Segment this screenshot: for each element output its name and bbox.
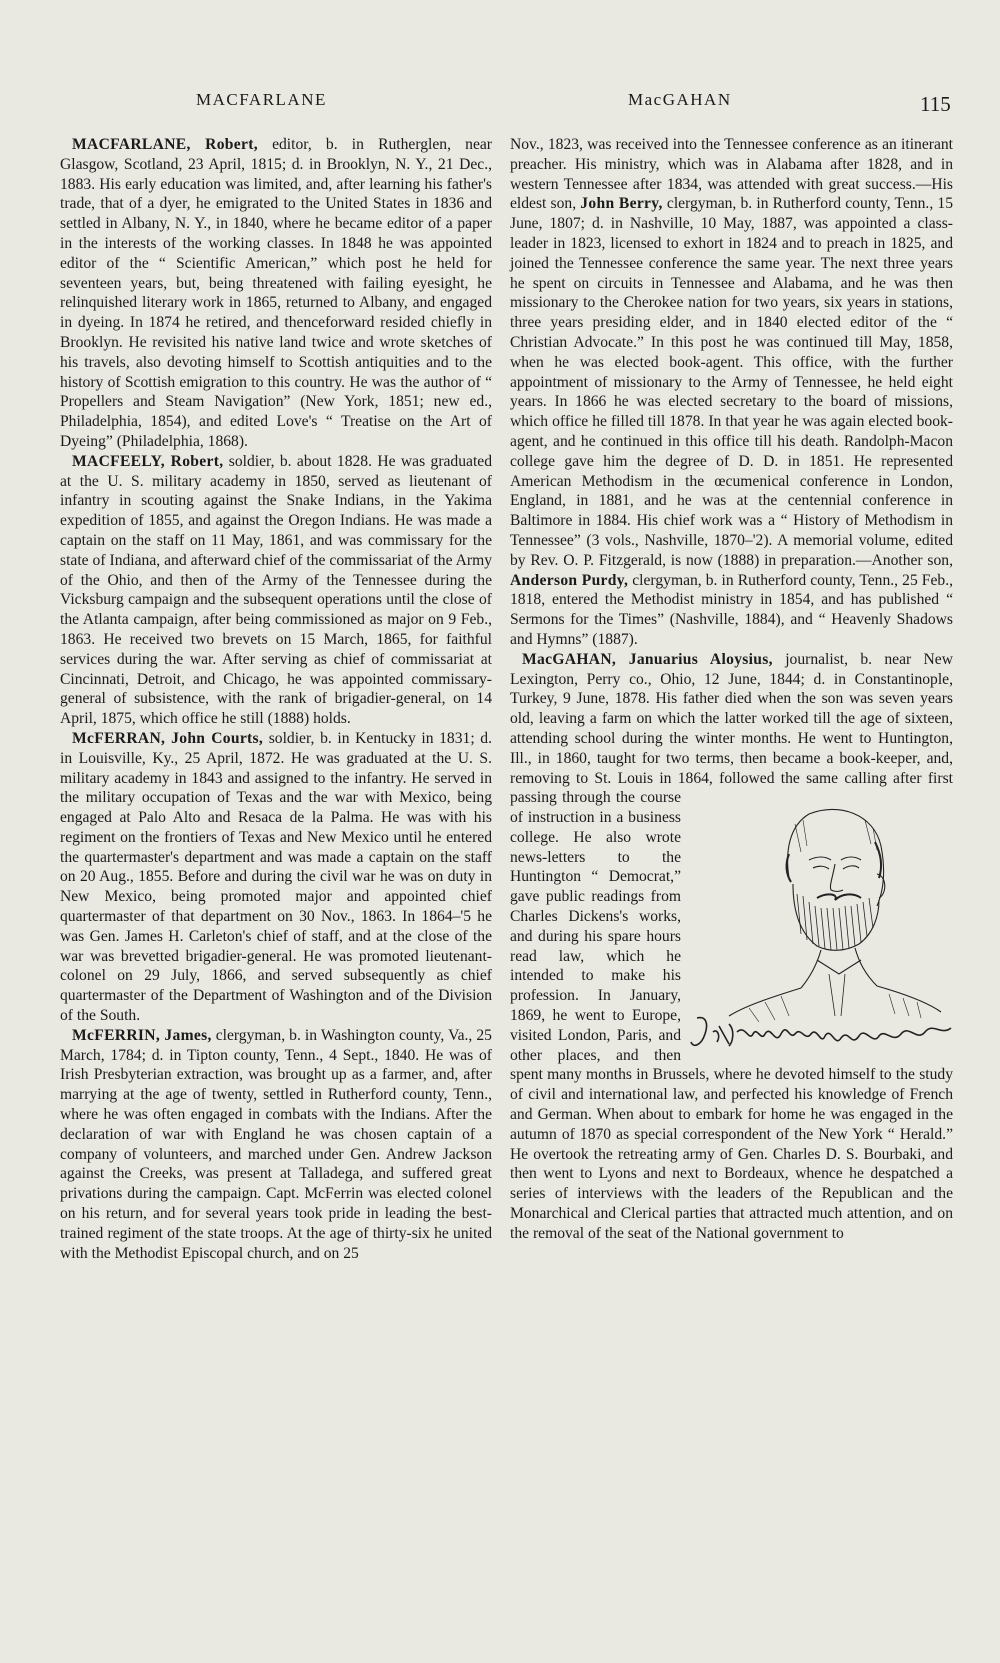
portrait-figure — [689, 794, 957, 1056]
right-column — [510, 135, 953, 1244]
son-name-john-berry: John Berry, — [580, 195, 663, 213]
entry-text: soldier, b. in Kentucky in 1831; d. in Louisville, Ky., 25 April, 1872. He was graduated at the U. S. military academy in 1843 and assigned to the infantry. He served in the military occupation of Texas and the war with Mexico, being engaged at Palo Alto and Resaca de la Palma. He was with his regiment on the frontiers of Texas and New Mexico until he entered the quartermaster's department and was made a captain on the staff on 20 Aug., 1855. Before and during the civil war he was on duty in New Mexico, being promoted major and appointed chief quartermaster of that department on 30 Nov., 1863. In 1864–'5 he was Gen. James H. Carleton's chief of staff, and at the close of the war was brevetted brigadier-general. He was promoted lieutenant-colonel on 29 July, 1866, and served subsequently as chief quartermaster of the Department of Washington and of the Division of the South. — [60, 729, 492, 1025]
entry-mcferrin-continued — [510, 135, 953, 650]
entry-text: clergyman, b. in Rutherford county, Tenn., 15 June, 1807; d. in Nashville, 10 May, 1887, was appointed a class-leader in 1823, licensed to exhort in 1824 and to preach in 1825, and joined the Tennessee conference the same year. The next three years he spent on circuits in Tennessee and Alabama, and he was then missionary to the Cherokee nation for two years, six years in stations, three years presiding elder, and in 1840 elected editor of the “ Christian Advocate.” In this post he was continued till May, 1858, when he was elected book-agent. This office, with the further appointment of missionary to the Army of Tennessee, he held eight years. In 1866 he was elected secretary to the board of missions, which office he filled till 1878. In that year he was again elected book-agent, and he continued in this office till his death. Randolph-Macon college gave him the degree of D. D. in 1851. He represented American Methodism in the œcumenical conference in London, England, in 1881, and he was at the centennial conference in Baltimore in 1884. His chief work was a “ History of Methodism in Tennessee” (3 vols., Nashville, 1870–'2). A memorial volume, edited by Rev. O. P. Fitzgerald, is now (1888) in preparation.—Another son, — [510, 195, 954, 569]
entry-mcferran — [60, 729, 492, 1026]
headword: MACFARLANE, Robert, — [72, 136, 258, 153]
page-number: 115 — [920, 92, 951, 116]
entry-text: clergyman, b. in Washington county, Va., 25 March, 1784; d. in Tipton county, Tenn., 4 Sept., 1840. He was of Irish Presbyterian extraction, was brought up as a farmer, and, after marrying at the age of twenty, settled in Rutherford county, Tenn., where he was often engaged in combats with the Indians. After the declaration of war with England he was chosen captain of a company of volunteers, and marched under Gen. Andrew Jackson against the Creeks, was present at Talladega, and suffered great privations during the campaign. Capt. McFerrin was elected colonel on his return, and for several years took pride in leading the best-trained regiment of the state troops. At the age of thirty-six he united with the Methodist Episcopal church, and on 25 — [60, 1026, 492, 1262]
entry-macfeely — [60, 452, 492, 729]
running-head-right: MacGAHAN — [628, 90, 732, 109]
entry-text: soldier, b. about 1828. He was graduated at the U. S. military academy in 1850, served as lieutenant of infantry in scouting against the Snake Indians, in the Yakima expedition of 1855, and against the Oregon Indians. He was made a captain on the staff on 11 May, 1861, and was commissary for the state of Indiana, and afterward chief of the commissariat of the Army of the Ohio, and then of the Army of the Tennessee during the Vicksburg campaign and the subsequent operations until the close of the Atlanta campaign, after being commissioned as major on 9 Feb., 1863. He received two brevets on 15 March, 1865, for faithful services during the war. After serving as chief of commissariat at Cincinnati, Detroit, and Chicago, he was appointed commissary-general of subsistence, with the rank of brigadier-general, on 14 April, 1875, which office he still (1888) holds. — [60, 452, 492, 728]
headword: McFERRAN, John Courts, — [72, 729, 264, 747]
entry-text: Nov., 1823, was received into the Tennessee conference as an itinerant preacher. His ministry, which was in Alabama after 1828, and in western Tennessee after 1834, was attended with great success.—His eldest son, — [510, 136, 953, 213]
entry-macgahan — [510, 650, 953, 1244]
entry-text: journalist, b. near New Lexington, Perry co., Ohio, 12 June, 1844; d. in Constantinople, Turkey, 9 June, 1878. His father died when the son was seven years old, leaving a farm on which the latter worked till the age of sixteen, attending school during the winter months. He went to Huntington, Ill., in 1860, taught for two terms, then became a book-keeper, and, removing to St. Louis in 1864, followed the same calling after first passing through the course — [510, 650, 953, 807]
headword: McFERRIN, James, — [72, 1026, 212, 1044]
left-column — [60, 135, 492, 1263]
signature-text: J. A. MacGahan — [689, 1012, 696, 1014]
headword: MACFEELY, Robert, — [72, 452, 224, 470]
son-name-anderson-purdy: Anderson Purdy, — [510, 571, 629, 589]
entry-macfarlane — [60, 135, 492, 452]
running-head-left: MACFARLANE — [196, 90, 327, 109]
entry-text: editor, b. in Rutherglen, near Glasgow, Scotland, 23 April, 1815; d. in Brooklyn, N. Y., 21 Dec., 1883. His early education was limited, and, after learning his father's trade, that of a dyer, he emigrated to the United States in 1836 and settled in Albany, N. Y., in 1840, where he became editor of a paper in the interests of the working classes. In 1848 he was appointed editor of the “ Scientific American,” which post he held for seventeen years, but, being threatened with failing eyesight, he relinquished literary work in 1865, returned to Albany, and engaged in dyeing. In 1874 he retired, and thenceforward resided chiefly in Brooklyn. He revisited his native land twice and wrote sketches of his travels, also devoting himself to Scottish antiquities and to the history of Scottish emigration to this country. He was the author of “ Propellers and Steam Navigation” (New York, 1851; new ed., Philadelphia, 1854), and edited Love's “ Treatise on the Art of Dyeing” (Philadelphia, 1868). — [60, 136, 493, 450]
entry-text: clergyman, b. in Rutherford county, Tenn., 25 Feb., 1818, entered the Methodist ministry in 1854, and has published “ Sermons for the Times” (Nashville, 1884), and “ Heavenly Shadows and Hymns” (1887). — [510, 571, 953, 648]
entry-mcferrin — [60, 1026, 492, 1264]
entry-text: of instruction in a business college. He also wrote news-letters to the Huntington “ Democrat,” gave public readings from Charles Dickens's works, and during his spare hours read law, which he intended to make his profession. In January, 1869, he went to Europe, visited London, Paris, and other places, and then spent many months in Brussels, where he devoted himself to the study of civil and international law, and perfected his knowledge of French and German. When about to embark for home he was engaged in the autumn of 1870 as special correspondent of the New York “ Herald.” He overtook the retreating army of Gen. Charles D. S. Bourbaki, and then went to Lyons and next to Bordeaux, whence he despatched a series of interviews with the leaders of the Republican and the Monarchical and Clerical parties that attracted much attention, and on the removal of the seat of the National government to — [510, 809, 953, 1242]
headword: MacGAHAN, Januarius Aloysius, — [522, 650, 773, 668]
